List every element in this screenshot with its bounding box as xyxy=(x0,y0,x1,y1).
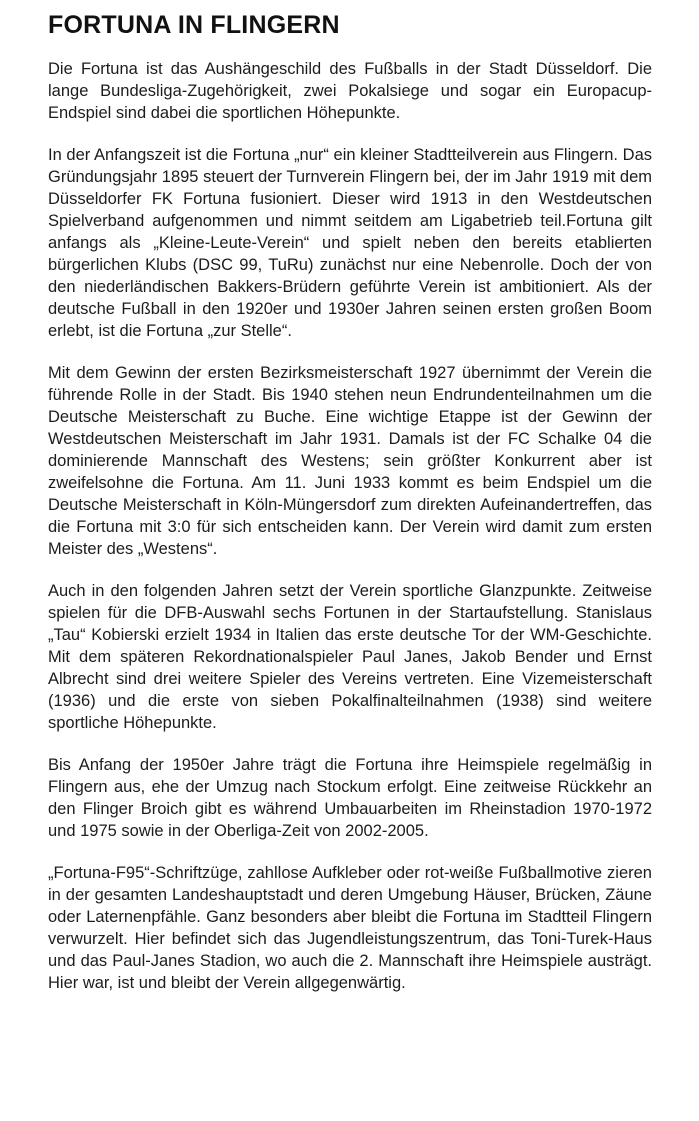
paragraph-national-team: Auch in den folgenden Jahren setzt der Verein sportliche Glanzpunkte. Zeitweise spielen für die DFB-Auswahl sechs Fortunen in der Startaufstellung. Stanislaus „Tau“ Kobierski erzielt 1934 in Italien das erste deutsche Tor der WM-Geschichte. Mit dem späteren Rekordnationalspieler Paul Janes, Jakob Bender und Ernst Albrecht sind drei weitere Spieler des Vereins vertreten. Eine Vizemeisterschaft (1936) und die erste von sieben Pokalfinalteilnahmen (1938) sind weitere sportliche Höhepunkte. xyxy=(48,582,652,732)
paragraph-early-years: In der Anfangszeit ist die Fortuna „nur“ ein kleiner Stadtteilverein aus Flingern. Das Gründungsjahr 1895 steuert der Turnverein Flingern bei, der im Jahr 1919 mit dem Düsseldorfer FK Fortuna fusioniert. Dieser wird 1913 in den Westdeutschen Spielverband aufgenommen und nimmt seitdem am Ligabetrieb teil.Fortuna gilt anfangs als „Kleine-Leute-Verein“ und spielt neben den bereits etablierten bürgerlichen Klubs (DSC 99, TuRu) zunächst nur eine Nebenrolle. Doch der von den niederländischen Bakkers-Brüdern geführte Verein ist ambitioniert. Als der deutsche Fußball in den 1920er und 1930er Jahren seinen ersten großen Boom erlebt, ist die Fortuna „zur Stelle“. xyxy=(48,146,652,340)
paragraph-intro: Die Fortuna ist das Aushängeschild des Fußballs in der Stadt Düsseldorf. Die lange Bundesliga-Zugehörigkeit, zwei Pokalsiege und sogar ein Europacup-Endspiel sind dabei die sportlichen Höhepunkte. xyxy=(48,60,652,122)
paragraph-flingern-roots: „Fortuna-F95“-Schriftzüge, zahllose Aufkleber oder rot-weiße Fußballmotive zieren in der gesamten Landeshauptstadt und deren Umgebung Häuser, Brücken, Zäune oder Laternenpfähle. Ganz besonders aber bleibt die Fortuna im Stadtteil Flingern verwurzelt. Hier befindet sich das Jugendleistungszentrum, das Toni-Turek-Haus und das Paul-Janes Stadion, wo auch die 2. Mannschaft ihre Heimspiele austrägt. Hier war, ist und bleibt der Verein allgegenwärtig. xyxy=(48,864,652,992)
paragraph-stadium: Bis Anfang der 1950er Jahre trägt die Fortuna ihre Heimspiele regelmäßig in Flingern aus, ehe der Umzug nach Stockum erfolgt. Eine zeitweise Rückkehr an den Flinger Broich gibt es während Umbauarbeiten im Rheinstadion 1970-1972 und 1975 sowie in der Oberliga-Zeit von 2002-2005. xyxy=(48,756,652,840)
paragraph-championship: Mit dem Gewinn der ersten Bezirksmeisterschaft 1927 übernimmt der Verein die führende Rolle in der Stadt. Bis 1940 stehen neun Endrundenteilnahmen um die Deutsche Meisterschaft zu Buche. Eine wichtige Etappe ist der Gewinn der Westdeutschen Meisterschaft im Jahr 1931. Damals ist der FC Schalke 04 die dominierende Mannschaft des Westens; sein größter Konkurrent aber ist zweifelsohne die Fortuna. Am 11. Juni 1933 kommt es beim Endspiel um die Deutsche Meisterschaft in Köln-Müngersdorf zum direkten Aufeinandertreffen, das die Fortuna mit 3:0 für sich entscheiden kann. Der Verein wird damit zum ersten Meister des „Westens“. xyxy=(48,364,652,558)
article-title: FORTUNA IN FLINGERN xyxy=(48,11,340,39)
article xyxy=(48,8,652,1014)
